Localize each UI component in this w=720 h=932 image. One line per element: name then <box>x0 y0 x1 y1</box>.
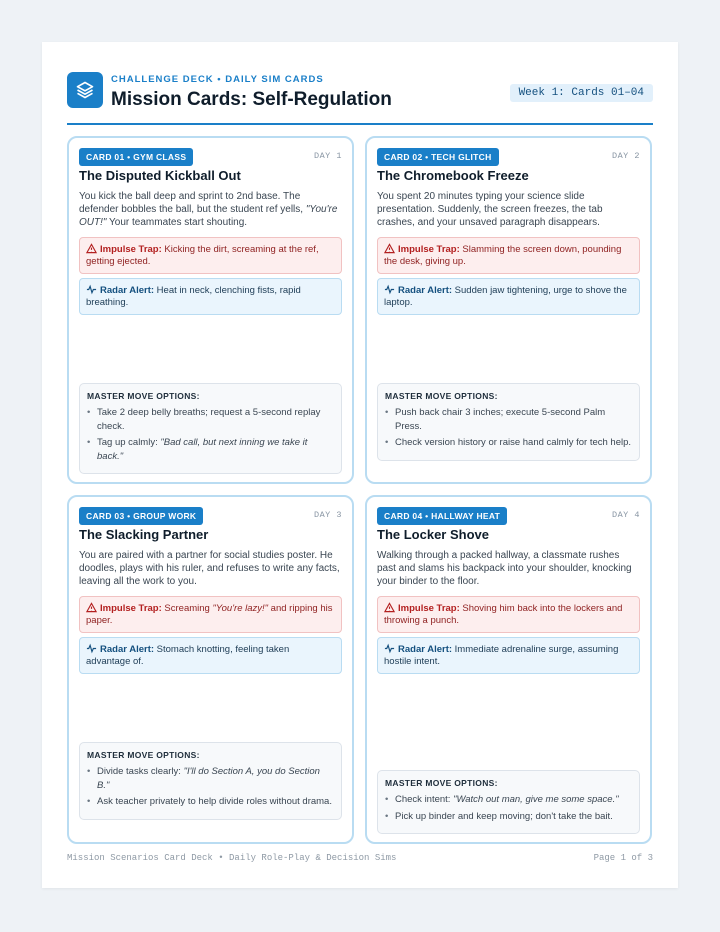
list-item: • Ask teacher privately to help divide roles without drama. <box>87 795 334 809</box>
list-item: • Take 2 deep belly breaths; request a 5-second replay check. <box>87 406 334 433</box>
card-tag: CARD 02 • TECH GLITCH <box>377 148 499 166</box>
page <box>42 42 678 888</box>
layers-icon <box>67 72 103 108</box>
card-day: DAY 1 <box>313 151 342 161</box>
header-divider <box>67 123 653 125</box>
impulse-trap: Impulse Trap: Screaming "You're lazy!" and ripping his paper. <box>79 596 342 633</box>
impulse-trap: Impulse Trap: Kicking the dirt, screaming at the ref, getting ejected. <box>79 237 342 274</box>
list-item: • Pick up binder and keep moving; don't take the bait. <box>385 810 632 824</box>
list-item: • Push back chair 3 inches; execute 5-second Palm Press. <box>385 406 632 433</box>
header <box>67 72 653 126</box>
card-description: You spent 20 minutes typing your science slide presentation. Suddenly, the screen freezes, the tab crashes, and your unsaved paragraph disappears. <box>377 191 603 228</box>
radar-alert: Radar Alert: Stomach knotting, feeling taken advantage of. <box>79 637 342 674</box>
radar-alert: Radar Alert: Sudden jaw tightening, urge to shove the laptop. <box>377 278 640 315</box>
master-move-options: MASTER MOVE OPTIONS: • Take 2 deep belly breaths; request a 5-second replay check. • Tag up calmly: "Bad call, but next inning we take it back." <box>79 383 342 474</box>
page-title: Mission Cards: Self-Regulation <box>111 89 392 110</box>
list-item: • Tag up calmly: "Bad call, but next inning we take it back." <box>87 436 334 463</box>
list-item: • Check version history or raise hand calmly for tech help. <box>385 436 632 450</box>
card-title: The Locker Shove <box>377 527 489 542</box>
mission-card-01 <box>67 136 354 484</box>
footer-title: Mission Scenarios Card Deck • Daily Role-Play & Decision Sims <box>67 853 397 863</box>
radar-alert: Radar Alert: Heat in neck, clenching fists, rapid breathing. <box>79 278 342 315</box>
master-move-options: MASTER MOVE OPTIONS: • Divide tasks clearly: "I'll do Section A, you do Section B." • Ask teacher privately to help divide roles without drama. <box>79 742 342 820</box>
mission-card-02 <box>365 136 652 484</box>
pulse-icon <box>384 284 395 295</box>
card-description: Walking through a packed hallway, a classmate rushes past and slams his backpack into your shoulder, knocking your binder to the floor. <box>377 550 632 587</box>
card-title: The Disputed Kickball Out <box>79 168 241 183</box>
warning-icon <box>86 243 97 254</box>
master-move-options: MASTER MOVE OPTIONS: • Push back chair 3 inches; execute 5-second Palm Press. • Check version history or raise hand calmly for tech help. <box>377 383 640 461</box>
master-move-options: MASTER MOVE OPTIONS: • Check intent: "Watch out man, give me some space." • Pick up binder and keep moving; don't take the bait. <box>377 770 640 834</box>
card-title: The Slacking Partner <box>79 527 209 542</box>
card-title: The Chromebook Freeze <box>377 168 529 183</box>
radar-alert: Radar Alert: Immediate adrenaline surge, assuming hostile intent. <box>377 637 640 674</box>
mission-card-03 <box>67 495 354 844</box>
card-tag: CARD 04 • HALLWAY HEAT <box>377 507 507 525</box>
warning-icon <box>384 602 395 613</box>
card-day: DAY 4 <box>611 510 640 520</box>
warning-icon <box>384 243 395 254</box>
deck-eyebrow: CHALLENGE DECK • DAILY SIM CARDS <box>111 74 324 85</box>
mission-card-04 <box>365 495 652 844</box>
pulse-icon <box>384 643 395 654</box>
list-item: • Divide tasks clearly: "I'll do Section A, you do Section B." <box>87 765 334 792</box>
pulse-icon <box>86 284 97 295</box>
week-badge: Week 1: Cards 01–04 <box>510 84 653 102</box>
card-tag: CARD 01 • GYM CLASS <box>79 148 193 166</box>
impulse-trap: Impulse Trap: Slamming the screen down, pounding the desk, giving up. <box>377 237 640 274</box>
card-description: You are paired with a partner for social studies poster. He doodles, plays with his ruler, and refuses to write any facts, leaving all the work to you. <box>79 550 340 587</box>
warning-icon <box>86 602 97 613</box>
list-item: • Check intent: "Watch out man, give me some space." <box>385 793 632 807</box>
card-tag: CARD 03 • GROUP WORK <box>79 507 203 525</box>
card-day: DAY 3 <box>313 510 342 520</box>
impulse-trap: Impulse Trap: Shoving him back into the lockers and throwing a punch. <box>377 596 640 633</box>
pulse-icon <box>86 643 97 654</box>
card-day: DAY 2 <box>611 151 640 161</box>
card-description: You kick the ball deep and sprint to 2nd base. The defender bobbles the ball, but the student ref yells, "You're OUT!" Your teammates start shouting. <box>79 191 338 228</box>
page-number: Page 1 of 3 <box>593 853 653 863</box>
